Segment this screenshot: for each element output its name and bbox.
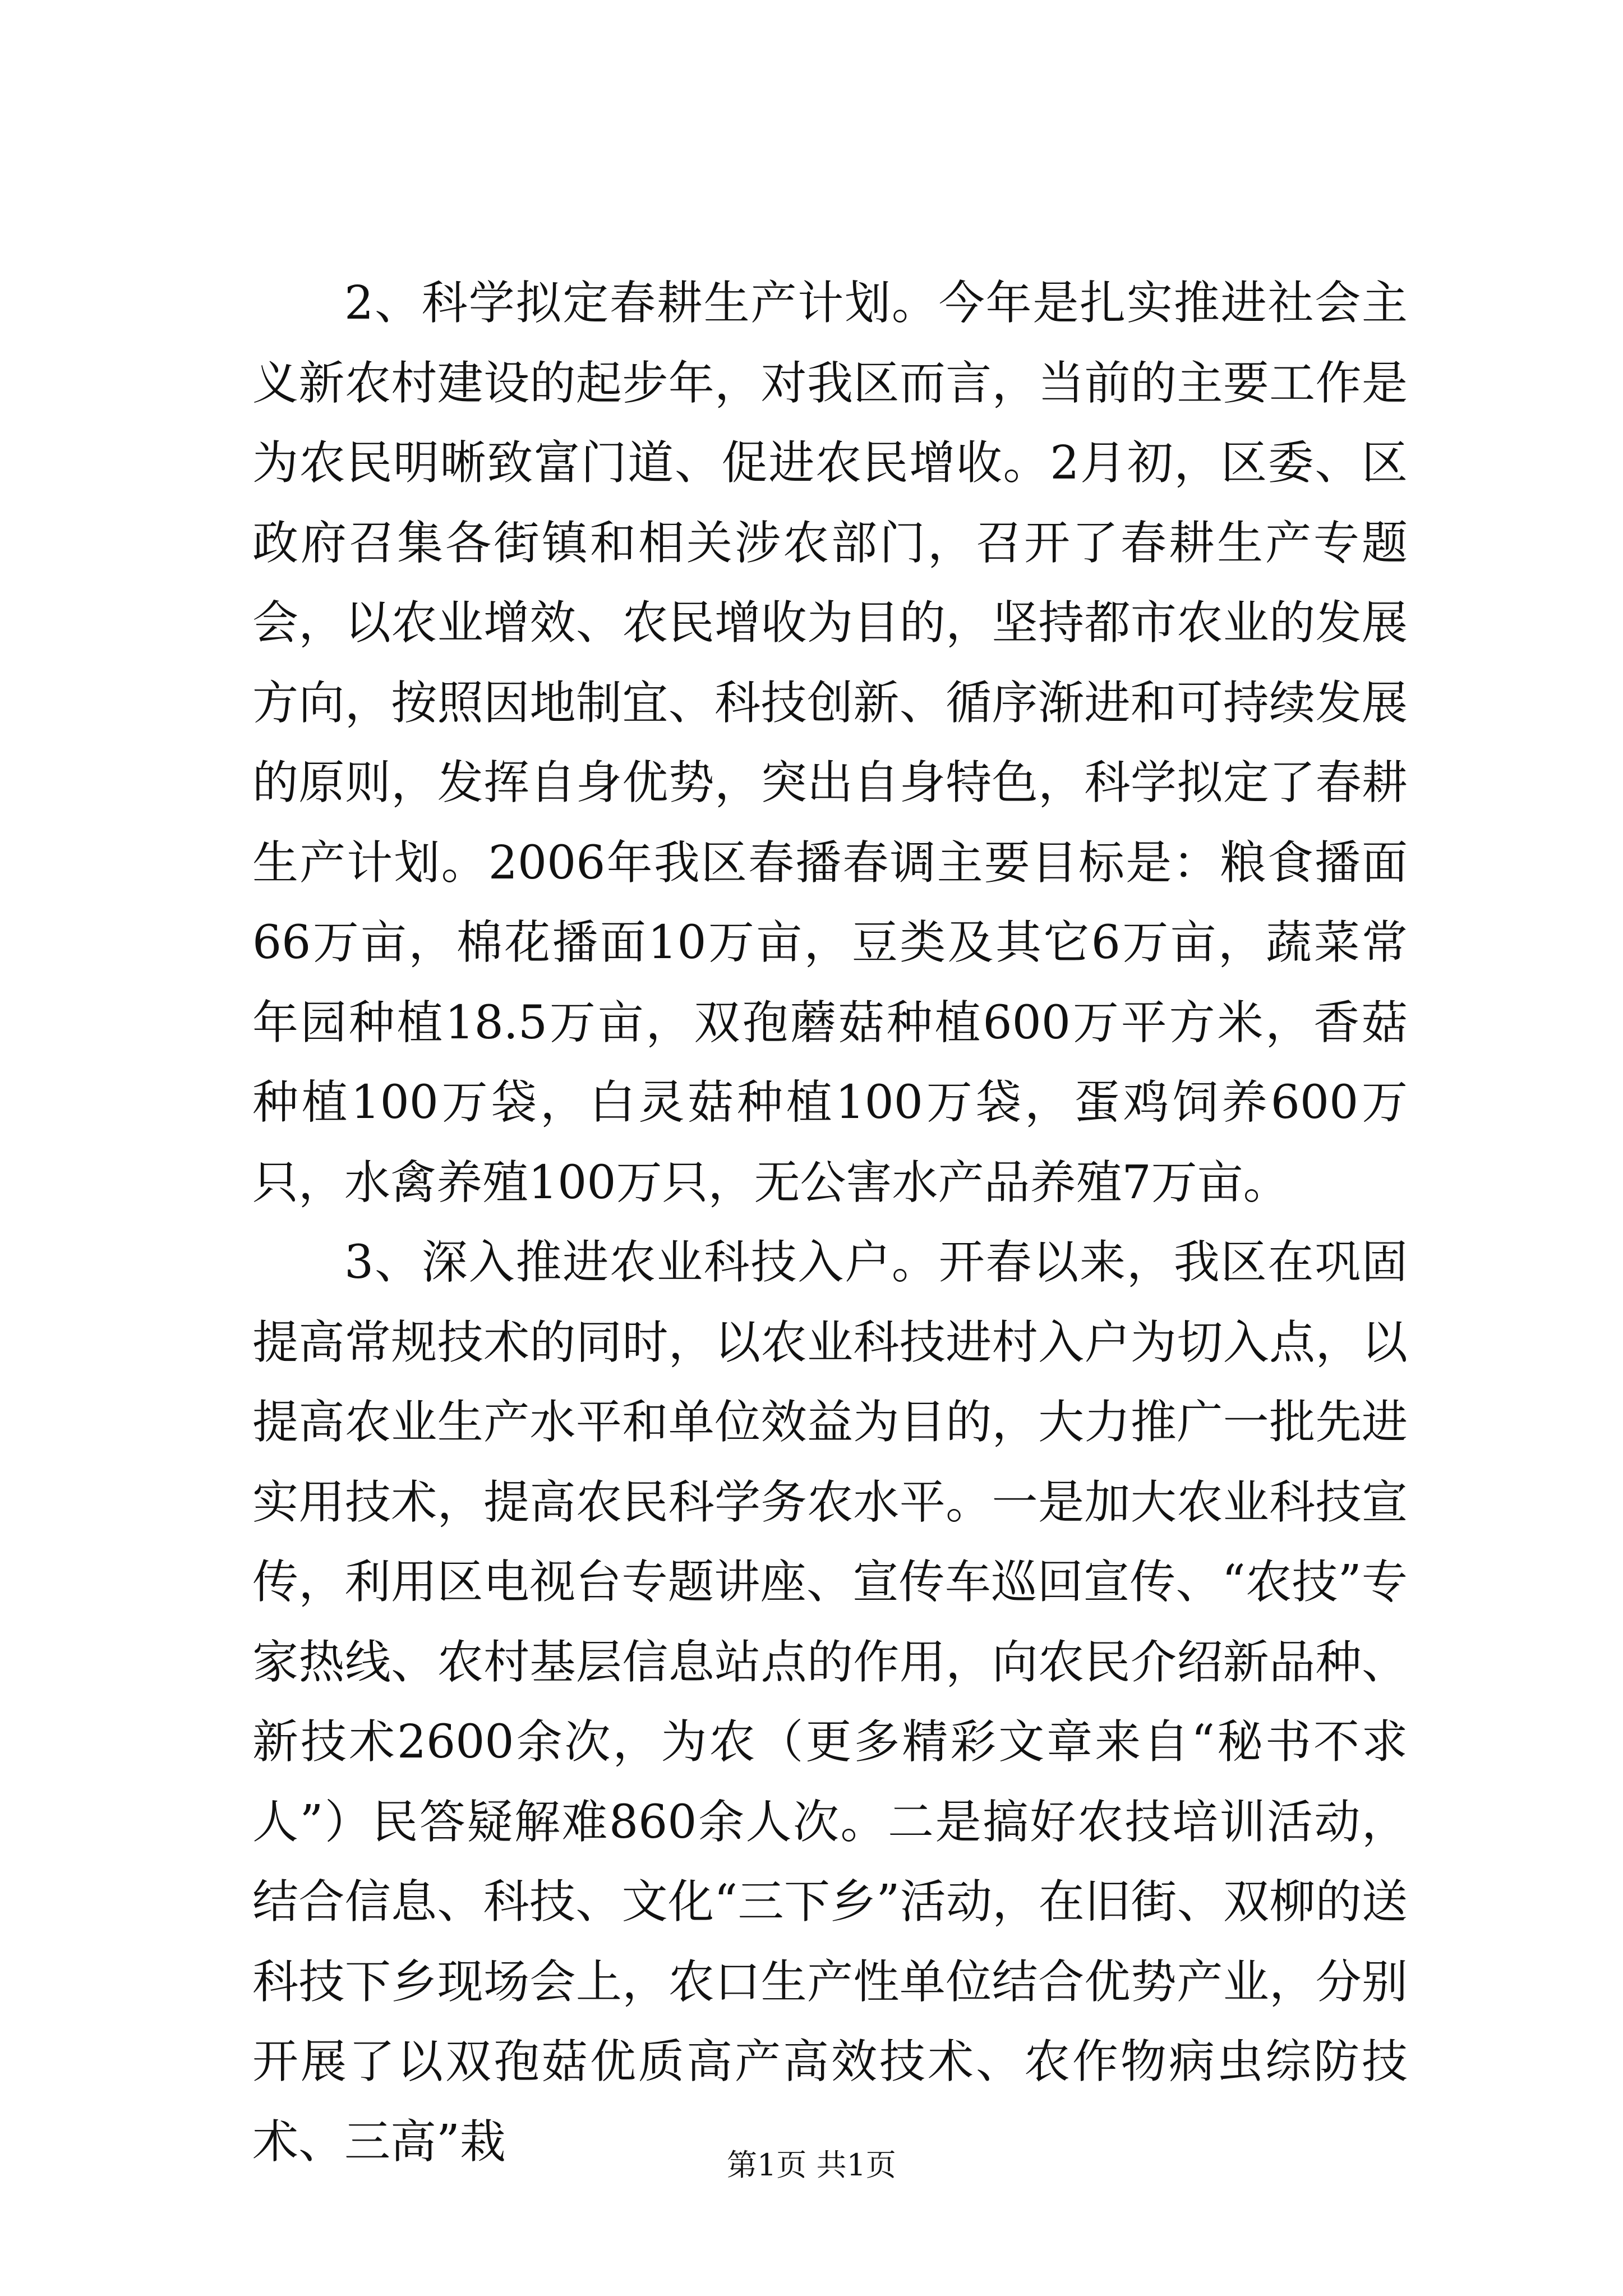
paragraph-spring-plan: 2、科学拟定春耕生产计划。今年是扎实推进社会主义新农村建设的起步年，对我区而言，当前的主要工作是为农民明晰致富门道、促进农民增收。2月初，区委、区政府召集各街镇和相关涉农部门，召开了春耕生产专题会，以农业增效、农民增收为目的，坚持都市农业的发展方向，按照因地制宜、科技创新、循序渐进和可持续发展的原则，发挥自身优势，突出自身特色，科学拟定了春耕生产计划。2006年我区春播春调主要目标是：粮食播面66万亩，棉花播面10万亩，豆类及其它6万亩，蔬菜常年园种植18.5万亩，双孢蘑菇种植600万平方米，香菇种植100万袋，白灵菇种植100万袋，蛋鸡饲养600万只，水禽养殖100万只，无公害水产品养殖7万亩。 — [252, 277, 1408, 1209]
document-body — [252, 264, 1408, 2182]
page-footer: 第1页 共1页 — [727, 2147, 896, 2183]
paragraph-tech-promotion: 3、深入推进农业科技入户。开春以来，我区在巩固提高常规技术的同时，以农业科技进村入户为切入点，以提高农业生产水平和单位效益为目的，大力推广一批先进实用技术，提高农民科学务农水平。一是加大农业科技宣传，利用区电视台专题讲座、宣传车巡回宣传、“农技”专家热线、农村基层信息站点的作用，向农民介绍新品种、新技术2600余次，为农（更多精彩文章来自“秘书不求人”）民答疑解难860余人次。二是搞好农技培训活动，结合信息、科技、文化“三下乡”活动，在旧街、双柳的送科技下乡现场会上，农口生产性单位结合优势产业，分别开展了以双孢菇优质高产高效技术、农作物病虫综防技术、三高”栽 — [252, 1236, 1408, 2169]
